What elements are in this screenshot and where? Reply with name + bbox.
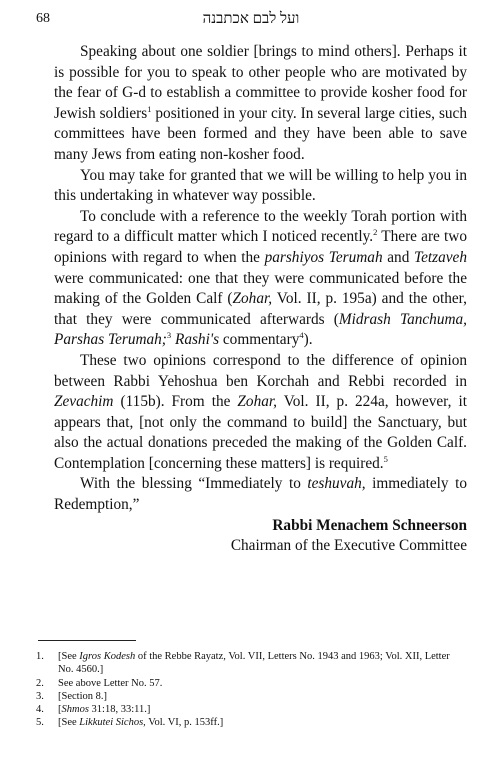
footnote: 5. [See Likkutei Sichos, Vol. VI, p. 153ff.] bbox=[36, 717, 224, 729]
footnote-ref-1: 1 bbox=[147, 103, 152, 114]
footnotes bbox=[36, 650, 466, 730]
footnote-divider bbox=[38, 640, 136, 641]
paragraph-1: Speaking about one soldier [brings to mind others]. Perhaps it is possible for you to speak to other people who are motivated by the fear of G-d to establish a committee to provide kosher food for Jewish soldiers$^1$ positioned in your city. In several large cities, such committees have been formed and they have been able to save many Jews from eating non-kosher food. bbox=[54, 43, 467, 163]
letter-body bbox=[54, 42, 467, 557]
footnote-ref-3: 3 bbox=[166, 330, 172, 341]
signatory-name: Rabbi Menachem Schneerson bbox=[272, 516, 467, 534]
signature-block bbox=[54, 516, 467, 557]
footnote: 2. See above Letter No. 57. bbox=[36, 677, 163, 689]
paragraph-4: These two opinions correspond to the difference of opinion between Rabbi Yehoshua ben Korchah and Rebbi recorded in Zevachim (115b). From the Zohar, Vol. II, p. 224a, however, it appears that, [not only the command to build] the Sanctuary, but also the actual donations preceded the making of the Golden Calf. Contemplation [concerning these matters] is required.$^5$ bbox=[54, 351, 467, 472]
footnote: 1. [See Igros Kodesh of the Rebbe Rayatz, Vol. VII, Letters No. 1943 and 1963; Vol. XII, Letter No. 4560.] bbox=[36, 651, 450, 676]
paragraph-3: To conclude with a reference to the weekly Torah portion with regard to a difficult matter which I noticed recently.$^2$ There are two opinions with regard to when the parshiyos Terumah and Tetzaveh were communicated: one that they were communicated before the making of the Golden Calf (Zohar, Vol. II, p. 195a) and the other, that they were communicated afterwards (Midrash Tanchuma, Parshas Terumah;$^3$ Rashi's commentary$^4$). bbox=[54, 207, 467, 349]
footnote-ref-2: 2 bbox=[373, 227, 378, 238]
footnote-ref-4: 4 bbox=[299, 330, 304, 341]
footnote: 3. [Section 8.] bbox=[36, 690, 107, 702]
closing-blessing: With the blessing “Immediately to teshuvah, immediately to Redemption,” bbox=[54, 475, 467, 514]
signatory-title: Chairman of the Executive Committee bbox=[230, 537, 467, 555]
footnote-ref-5: 5 bbox=[383, 453, 388, 464]
page-number: 68 bbox=[36, 11, 50, 26]
running-head: ועל לבם אכתבנה bbox=[202, 11, 300, 27]
paragraph-2: You may take for granted that we will be willing to help you in this undertaking in whatever way possible. bbox=[54, 166, 467, 205]
footnote: 4. [Shmos 31:18, 33:11.] bbox=[36, 704, 151, 716]
page-header bbox=[36, 11, 466, 31]
